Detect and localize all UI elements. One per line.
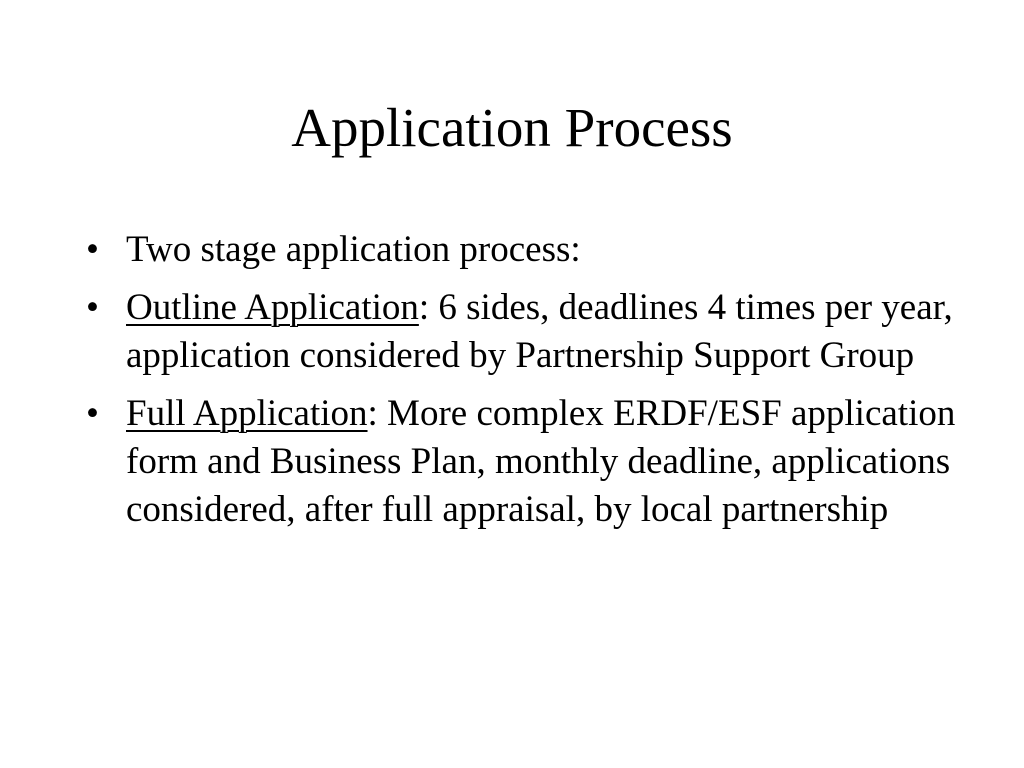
bullet-icon: • — [86, 393, 99, 434]
bullet-icon: • — [86, 229, 99, 270]
slide-title: Application Process — [291, 97, 733, 158]
bullet-list — [86, 226, 956, 544]
bullet-icon: • — [86, 287, 99, 328]
bullet-text: Two stage application process: — [126, 229, 581, 270]
bullet-text: : 6 sides, deadlines 4 times per year, application considered by Partnership Support Group — [126, 287, 953, 376]
bullet-lead-term: Full Application — [126, 393, 368, 434]
bullet-lead-term: Outline Application — [126, 287, 419, 328]
bullet-text: : More complex ERDF/ESF application form and Business Plan, monthly deadline, applications considered, after full appraisal, by local partnership — [126, 393, 956, 530]
bullet-item-two-stage — [86, 226, 956, 274]
bullet-item-full-application — [86, 390, 956, 534]
bullet-item-outline-application — [86, 284, 956, 380]
